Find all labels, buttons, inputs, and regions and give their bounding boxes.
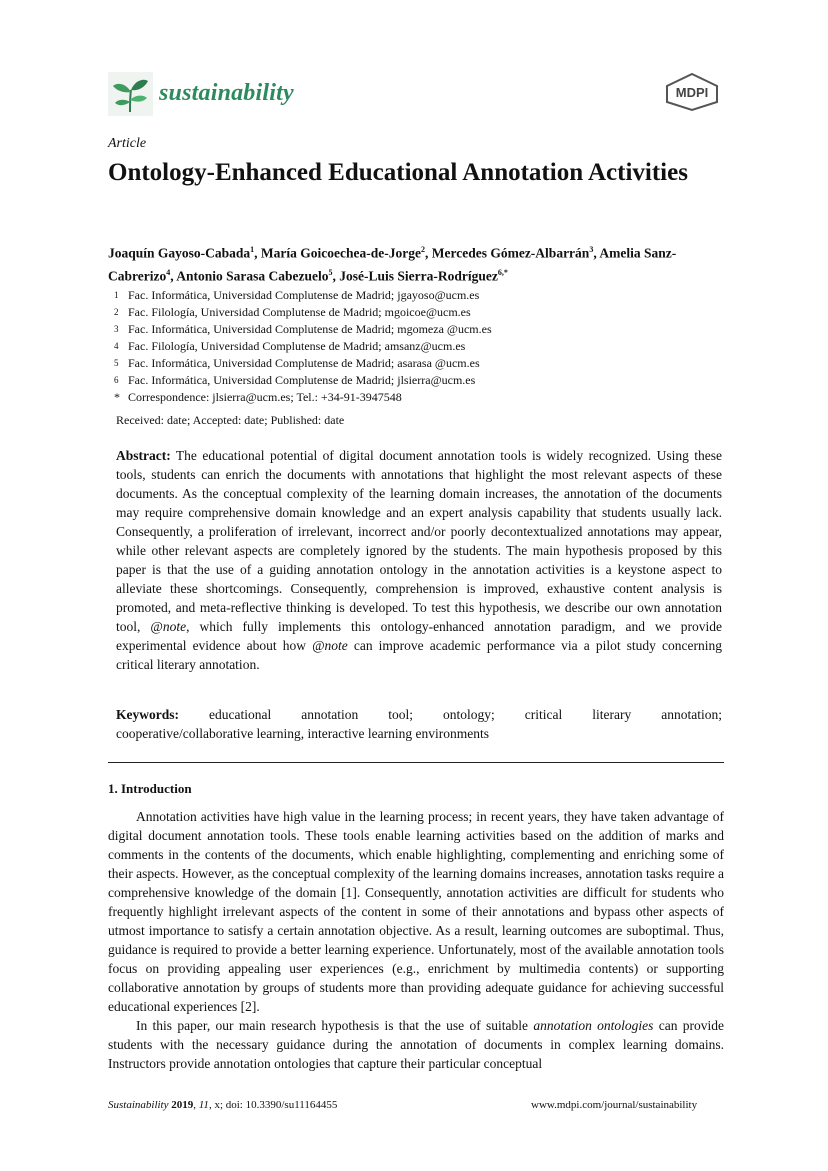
footer-volume: 11 (198, 1099, 209, 1111)
tool-name: @note (150, 619, 187, 634)
author-separator: , (332, 268, 340, 283)
affiliation-text: Correspondence: jlsierra@ucm.es; Tel.: +34-91-3947548 (128, 390, 402, 404)
author-affiliation-mark: 1 (250, 245, 255, 254)
affiliation-item (108, 321, 728, 338)
keyword-word: ontology; (443, 707, 495, 722)
author-affiliation-mark: 4 (166, 267, 171, 277)
author-separator: , (170, 268, 177, 283)
introduction-body (108, 807, 724, 1073)
affiliation-mark: 4 (114, 341, 119, 351)
affiliation-item (108, 355, 728, 372)
affiliation-mark: 5 (114, 358, 119, 368)
abstract-text-1: The educational potential of digital document annotation tools is widely recognized. Using these tools, students can enrich the documents with annotations that highlight the most relevant aspects of these documents. As the conceptual complexity of the learning domain increases, the annotation of the documents may require comprehensive domain knowledge and an expert analysis capability that students usually lack. Consequently, a proliferation of irrelevant, incorrect and/or poorly decontextualized annotations may appear, while other relevant aspects are completely ignored by the students. The main hypothesis proposed by this paper is that the use of a guiding annotation ontology in the annotation activities is a keystone aspect to alleviate these shortcomings. Consequently, comprehension is improved, exhaustive content analysis is promoted, and meta-reflective thinking is developed. To test this hypothesis, we describe our own annotation tool, (116, 448, 722, 634)
keyword-word: annotation; (661, 707, 722, 722)
footer-url[interactable]: www.mdpi.com/journal/sustainability (531, 1099, 698, 1111)
affiliation-mark: 2 (114, 307, 119, 317)
affiliation-item (108, 304, 728, 321)
author-name: Antonio Sarasa Cabezuelo (176, 268, 329, 283)
abstract (116, 446, 722, 674)
keyword-word: annotation (301, 707, 359, 722)
author-separator: , (593, 245, 600, 261)
footer-citation: Sustainability 2019, 11, x; doi: 10.3390/su11164455 (108, 1099, 338, 1111)
affiliation-item (108, 287, 728, 304)
paragraph-text: can provide students with the necessary guidance during the annotation of documents in complex learning domains. Instructors provide annotation ontologies that capture their particular conceptual (108, 1018, 725, 1071)
abstract-text-2: , which fully implements this ontology-enhanced annotation paradigm, and we provide experimental evidence about how (116, 619, 722, 653)
publication-dates: Received: date; Accepted: date; Published: date (116, 413, 345, 427)
footer-journal: Sustainability (108, 1099, 169, 1111)
author-separator: , (424, 245, 432, 261)
author-affiliation-mark: 6,* (497, 267, 508, 277)
affiliation-text: Fac. Informática, Universidad Complutense de Madrid; jlsierra@ucm.es (128, 373, 476, 387)
author-list (108, 240, 728, 285)
affiliation-item (108, 338, 728, 355)
leaf-icon (108, 72, 153, 116)
keyword-word: critical (524, 707, 563, 722)
section-divider (108, 762, 724, 763)
section-heading: 1. Introduction (108, 781, 192, 796)
journal-name: sustainability (159, 80, 294, 106)
keyword-word: literary (592, 707, 632, 722)
author-separator: , (254, 245, 261, 261)
keyword-word: educational (209, 707, 272, 722)
keywords-line-1 (116, 705, 722, 724)
affiliation-text: Fac. Informática, Universidad Complutense de Madrid; jgayoso@ucm.es (128, 288, 480, 302)
keywords-label: Keywords: (116, 707, 179, 722)
keywords (116, 705, 722, 743)
footer-doi: , x; doi: 10.3390/su11164455 (208, 1099, 338, 1111)
affiliation-text: Fac. Filología, Universidad Complutense de Madrid; mgoicoe@ucm.es (128, 305, 471, 319)
author-affiliation-mark: 2 (420, 245, 425, 254)
affiliation-item (108, 389, 728, 406)
author-name: Mercedes Gómez-Albarrán (431, 245, 590, 261)
publisher-name: MDPI (675, 85, 709, 100)
paper-title: Ontology-Enhanced Educational Annotation Activities (108, 159, 688, 186)
affiliation-mark: 3 (114, 324, 119, 334)
affiliation-mark: * (114, 390, 120, 404)
paragraph: Annotation activities have high value in the learning process; in recent years, they have taken advantage of digital document annotation tools. These tools enable learning activities based on the addition of marks and comments in the contents of the documents, which enable highlighting, complementing and enriching some of their aspects. However, as the conceptual complexity of the learning domains increases, annotation tasks require a comprehensive knowledge of the domain [1]. Consequently, annotation activities are difficult for students who frequently highlight irrelevant aspects of the content in some of their annotations and bypass other aspects of utmost importance to satisfy a certain annotation objective. As a result, learning outcomes are suboptimal. Thus, guidance is required to provide a better learning experience. Unfortunately, most of the available annotation tools focus on providing appealing user experiences (e.g., enrichment by multimedia contents) or supporting collaborative annotation by groups of students more than providing adequate guidance for achieving successful educational experiences [2]. (108, 809, 724, 1014)
abstract-text-3: can improve academic performance via a pilot study concerning critical literary annotation. (116, 638, 722, 672)
tool-name-2: @note (312, 638, 348, 653)
affiliation-text: Fac. Informática, Universidad Complutense de Madrid; asarasa @ucm.es (128, 356, 480, 370)
journal-logo (108, 72, 153, 116)
emphasis: annotation ontologies (533, 1018, 654, 1033)
mdpi-logo (663, 72, 721, 112)
affiliation-mark: 1 (114, 290, 119, 300)
author-affiliation-mark: 5 (328, 267, 333, 277)
keywords-line-2: cooperative/collaborative learning, interactive learning environments (116, 726, 489, 741)
affiliation-mark: 6 (114, 375, 119, 385)
author-affiliation-mark: 3 (589, 245, 594, 254)
paragraph (108, 1016, 724, 1073)
affiliation-list (108, 287, 728, 406)
author-name: José-Luis Sierra-Rodríguez (339, 268, 498, 283)
keyword-word: tool; (388, 707, 413, 722)
affiliation-text: Fac. Filología, Universidad Complutense de Madrid; amsanz@ucm.es (128, 339, 466, 353)
author-name: Joaquín Gayoso-Cabada (108, 245, 251, 261)
affiliation-text: Fac. Informática, Universidad Complutense de Madrid; mgomeza @ucm.es (128, 322, 492, 336)
footer-year: 2019 (171, 1099, 194, 1111)
paragraph-text: In this paper, our main research hypothesis is that the use of suitable (136, 1018, 534, 1033)
author-name: María Goicoechea-de-Jorge (260, 245, 421, 261)
article-type: Article (108, 136, 147, 151)
abstract-label: Abstract: (116, 448, 171, 463)
author-name: Amelia Sanz-Cabrerizo (108, 245, 677, 283)
affiliation-item (108, 372, 728, 389)
